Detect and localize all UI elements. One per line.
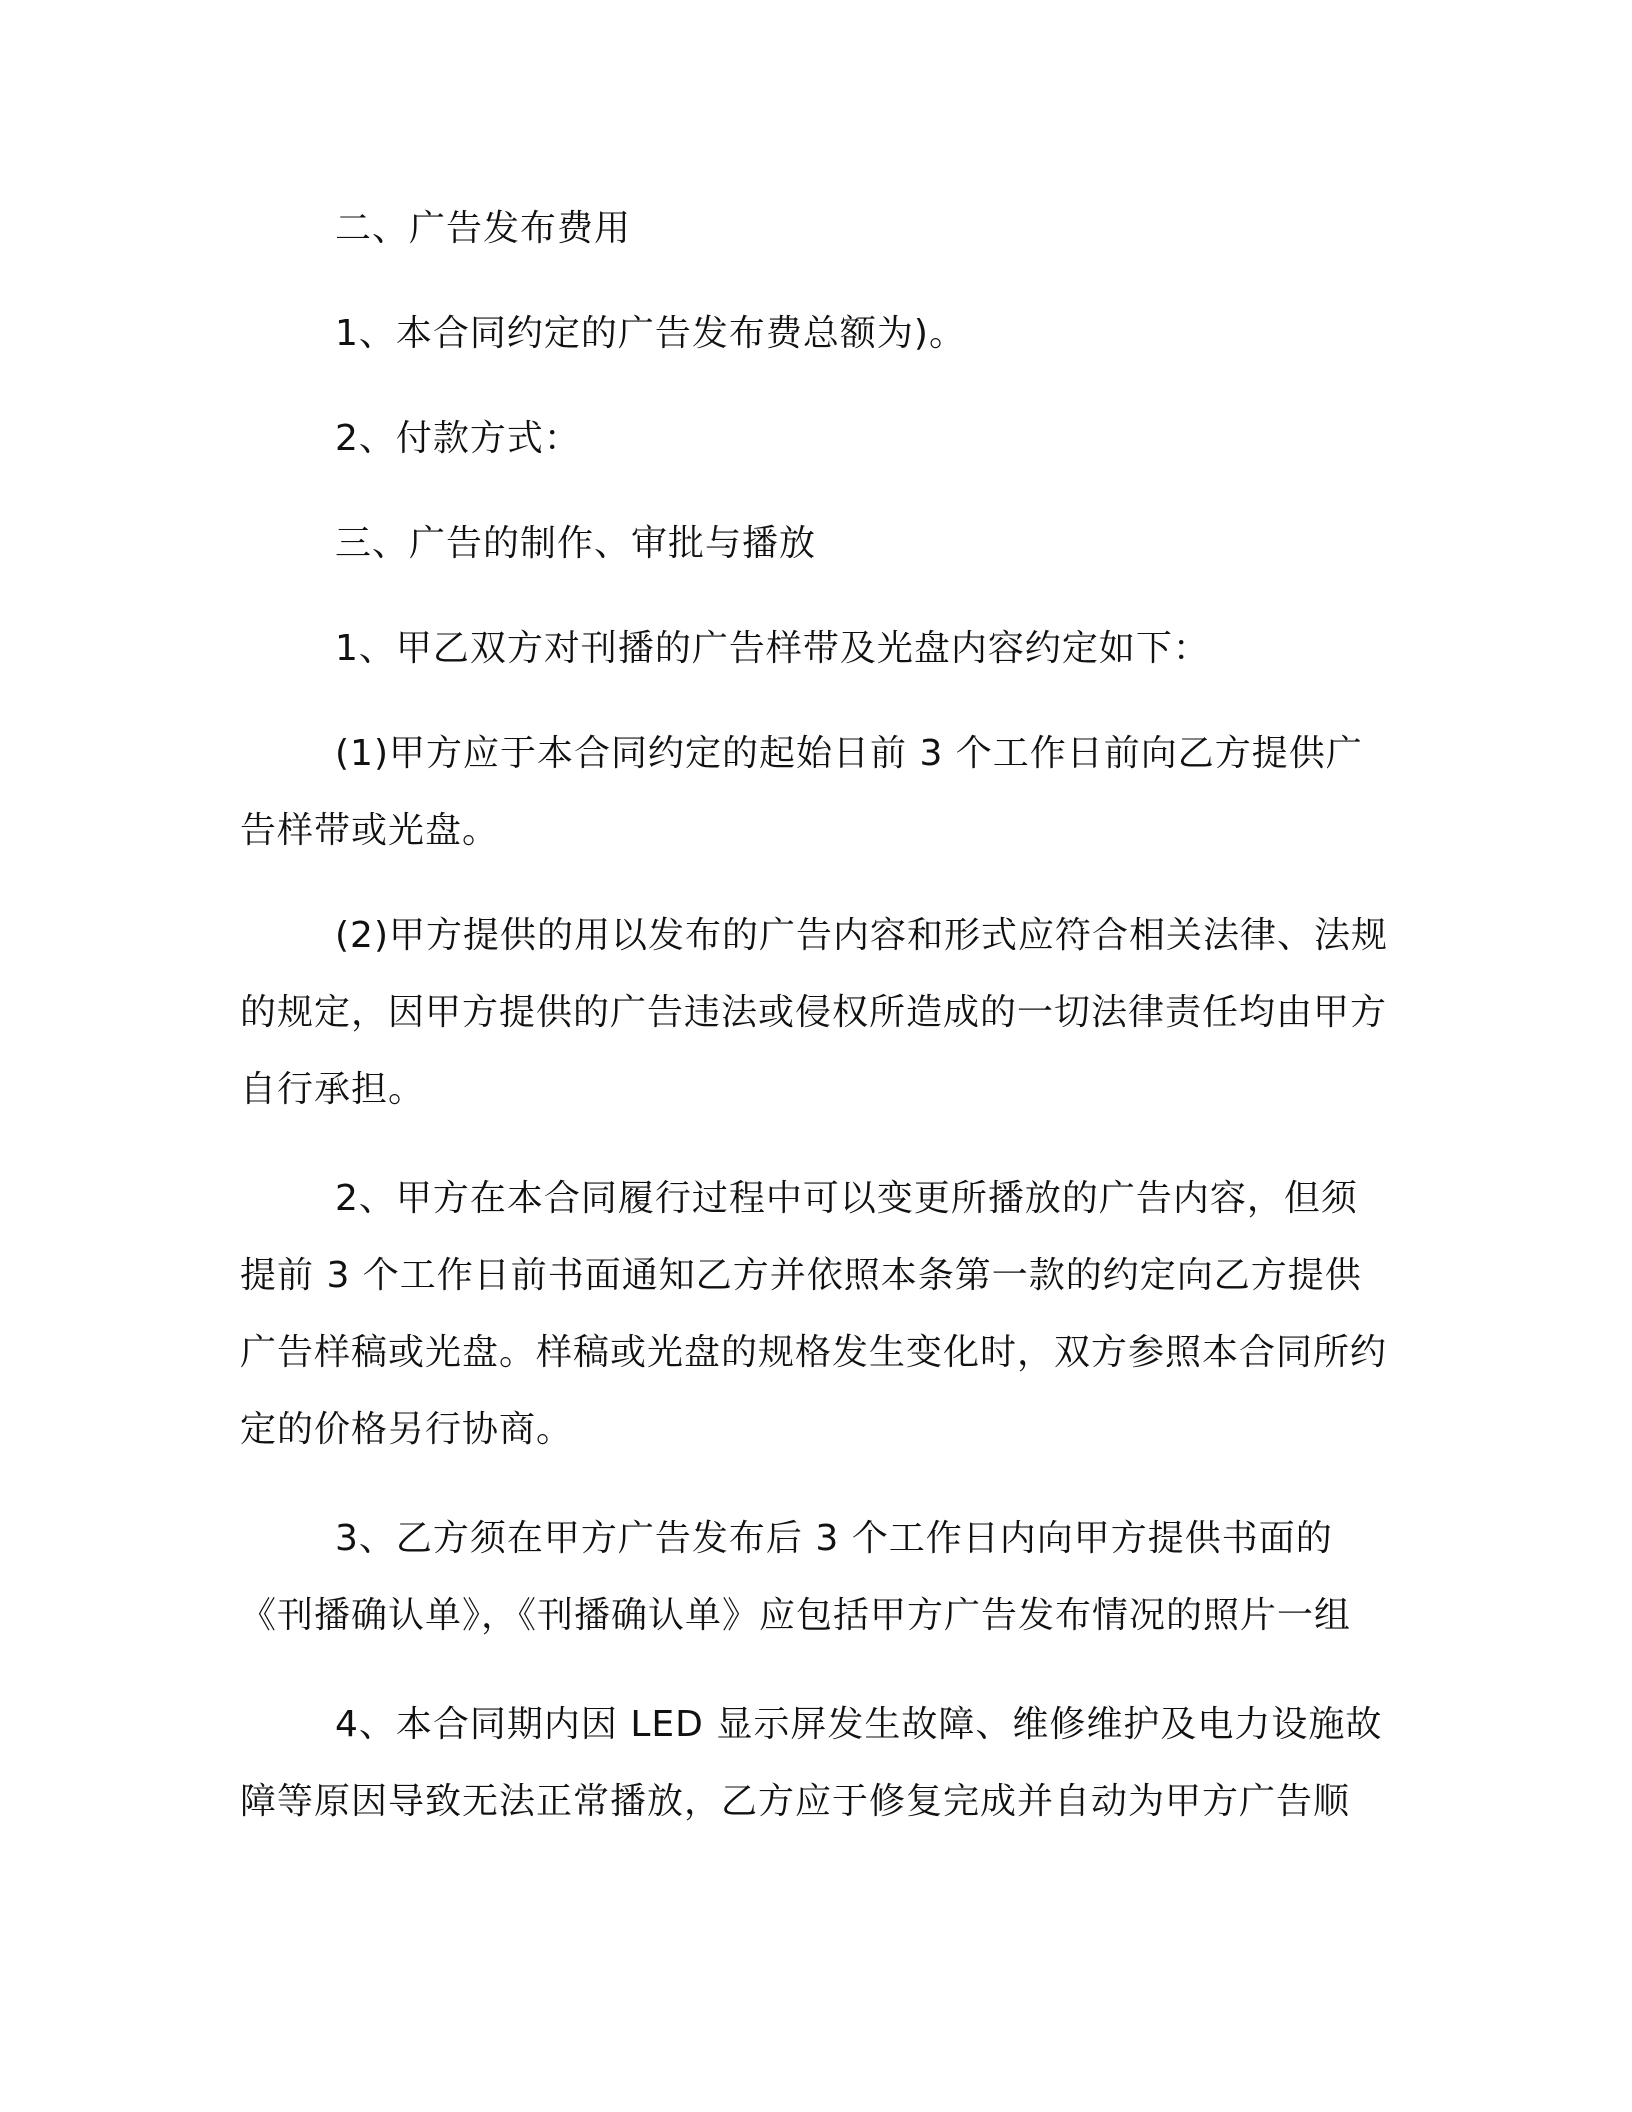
section-heading-production: 三、广告的制作、审批与播放	[335, 523, 817, 564]
section-heading-fees: 二、广告发布费用	[335, 208, 632, 249]
document-body	[240, 190, 1390, 1840]
clause-change-content: 2、甲方在本合同履行过程中可以变更所播放的广告内容，但须提前 3 个工作日前书面通知乙方并依照本条第一款的约定向乙方提供广告样稿或光盘。样稿或光盘的规格发生变化时，双方参照本合同所约定的价格另行协商。	[240, 1178, 1388, 1450]
clause-led-failure: 4、本合同期内因 LED 显示屏发生故障、维修维护及电力设施故障等原因导致无法正常播放，乙方应于修复完成并自动为甲方广告顺	[240, 1704, 1383, 1822]
clause-sample-content: 1、甲乙双方对刊播的广告样带及光盘内容约定如下：	[335, 628, 1210, 669]
clause-total-fee: 1、本合同约定的广告发布费总额为)。	[335, 313, 966, 354]
subclause-1: (1)甲方应于本合同约定的起始日前 3 个工作日前向乙方提供广告样带或光盘。	[240, 733, 1363, 851]
clause-confirmation: 3、乙方须在甲方广告发布后 3 个工作日内向甲方提供书面的《刊播确认单》，《刊播确认单》应包括甲方广告发布情况的照片一组	[240, 1518, 1352, 1636]
subclause-2: (2)甲方提供的用以发布的广告内容和形式应符合相关法律、法规的规定，因甲方提供的广告违法或侵权所造成的一切法律责任均由甲方自行承担。	[240, 915, 1388, 1110]
clause-payment-method: 2、付款方式：	[335, 418, 581, 459]
